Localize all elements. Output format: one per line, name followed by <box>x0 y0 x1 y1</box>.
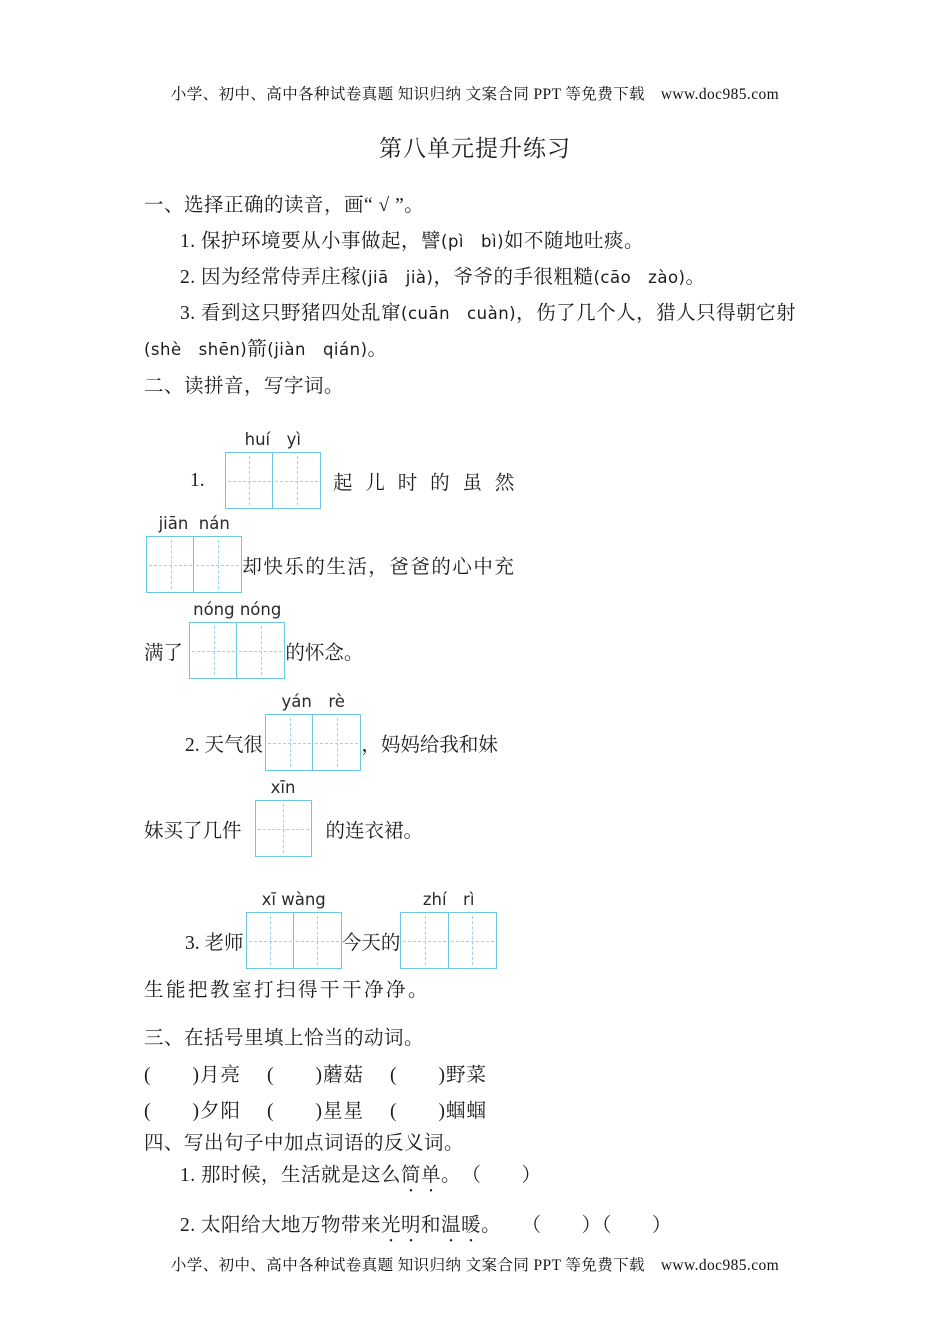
tianzige-grid <box>265 714 361 771</box>
item-text: 3. 看到这只野猪四处乱窜 <box>180 303 402 324</box>
site-footer-text: 小学、初中、高中各种试卷真题 知识归纳 文案合同 PPT 等免费下载 www.doc985.com <box>170 1257 780 1274</box>
section4-item-1 <box>144 1163 830 1197</box>
pinyin-choice: (cāo zào) <box>593 268 686 287</box>
item-text: 和 <box>421 1215 442 1236</box>
writing-cell <box>293 912 342 969</box>
writing-cell <box>236 622 285 679</box>
writing-boxes-nongnong <box>189 600 285 679</box>
item-text: 2. 太阳给大地万物带来 <box>180 1215 382 1236</box>
writing-cell <box>193 536 242 593</box>
item-text: 如不随地吐痰。 <box>504 231 645 252</box>
fill-row-6 <box>185 890 830 969</box>
item-text: 。 （ ） <box>441 1165 542 1186</box>
emphasized-word: 光明 <box>381 1215 422 1236</box>
page-title: 第八单元提升练习 <box>379 136 571 161</box>
item-text: 1. 保护环境要从小事做起，譬 <box>180 231 442 252</box>
writing-cell <box>189 622 238 679</box>
pinyin-label: jiān nán <box>158 514 230 533</box>
writing-boxes-huiyi <box>225 430 321 509</box>
item-text: 箭 <box>247 339 268 360</box>
pinyin-label: zhí rì <box>422 890 475 909</box>
tianzige-grid <box>225 452 321 509</box>
verb-blank-row-2 <box>144 1100 830 1123</box>
fill-row-2 <box>146 514 830 593</box>
site-header-text: 小学、初中、高中各种试卷真题 知识归纳 文案合同 PPT 等免费下载 www.doc985.com <box>170 86 780 103</box>
writing-boxes-zhiri <box>400 890 496 969</box>
blank-item: ( )星星 <box>267 1101 364 1122</box>
tianzige-grid <box>146 536 242 593</box>
verb-blank-row-1 <box>144 1064 830 1087</box>
writing-boxes-xiwang <box>246 890 342 969</box>
sentence-after: 的怀念。 <box>285 642 364 664</box>
pinyin-choice: (jiā jià) <box>361 268 434 287</box>
writing-boxes-jiannan <box>146 514 242 593</box>
section1-item-2 <box>144 266 830 289</box>
sentence-middle: 今天的 <box>341 932 401 954</box>
sentence-before: 3. 老师 <box>185 932 244 954</box>
blank-item: ( )月亮 <box>144 1065 241 1086</box>
writing-cell <box>272 452 321 509</box>
worksheet-content <box>144 194 830 1247</box>
writing-cell <box>246 912 295 969</box>
blank-item: ( )蝈蝈 <box>390 1101 487 1122</box>
fill-row-3 <box>144 600 830 679</box>
pinyin-choice: (cuān cuàn) <box>401 304 517 323</box>
fill-row-5 <box>144 778 830 857</box>
item-text: 。 <box>685 267 706 288</box>
sentence-after: 起 儿 时 的 虽 然 <box>333 472 519 494</box>
item-text: ，伤了几个人，猎人只得朝它射 <box>516 303 797 324</box>
sentence-before: 满了 <box>144 642 184 664</box>
tianzige-grid <box>400 912 496 969</box>
pinyin-label: huí yì <box>244 430 301 449</box>
tianzige-grid <box>255 800 312 857</box>
writing-boxes-yanre <box>265 692 361 771</box>
writing-cell <box>448 912 497 969</box>
writing-cell <box>255 800 312 857</box>
writing-cell <box>400 912 449 969</box>
sentence-after: ，妈妈给我和妹 <box>361 734 498 756</box>
writing-cell <box>225 452 274 509</box>
sentence-before: 妹买了几件 <box>144 820 242 842</box>
pinyin-label: yán rè <box>281 692 345 711</box>
pinyin-choice: (jiàn qián) <box>267 340 368 359</box>
blank-item: ( )野菜 <box>390 1065 487 1086</box>
fill-row-4 <box>185 692 830 771</box>
blank-item: ( )夕阳 <box>144 1101 241 1122</box>
writing-cell <box>146 536 195 593</box>
pinyin-choice: (pì bì) <box>441 232 505 251</box>
fill-row-1 <box>190 430 830 509</box>
emphasized-word: 简单 <box>401 1165 442 1186</box>
item-text: 。 （ ）（ ） <box>481 1215 672 1236</box>
sentence-after: 却快乐的生活，爸爸的心中充 <box>242 556 516 578</box>
blank-item: ( )蘑菇 <box>267 1065 364 1086</box>
section1-item-3 <box>144 302 830 325</box>
section4-heading: 四、写出句子中加点词语的反义词。 <box>144 1133 465 1154</box>
section4-item-2 <box>144 1213 830 1247</box>
item-number: 1. <box>190 469 205 491</box>
writing-cell <box>312 714 361 771</box>
item-text: 1. 那时候，生活就是这么 <box>180 1165 402 1186</box>
tianzige-grid <box>189 622 285 679</box>
item-text: ，爷爷的手很粗糙 <box>433 267 594 288</box>
emphasized-word: 温暖 <box>441 1215 482 1236</box>
pinyin-label: xīn <box>270 778 296 797</box>
pinyin-label: nóng nóng <box>193 600 282 619</box>
writing-box-xin <box>255 778 312 857</box>
sentence-before: 2. 天气很 <box>185 734 264 756</box>
tianzige-grid <box>246 912 342 969</box>
section1-heading: 一、选择正确的读音，画“ √ ”。 <box>144 195 425 216</box>
writing-cell <box>265 714 314 771</box>
pinyin-label: xī wàng <box>261 890 326 909</box>
item-text: 。 <box>367 339 388 360</box>
fill-row-6-continued: 生能把教室打扫得干干净净。 <box>144 980 431 1001</box>
section1-item-1 <box>144 230 830 253</box>
item-text: 2. 因为经常侍弄庄稼 <box>180 267 362 288</box>
section3-heading: 三、在括号里填上恰当的动词。 <box>144 1028 425 1049</box>
section1-item-3-continued <box>144 338 830 361</box>
sentence-after: 的连衣裙。 <box>325 820 424 842</box>
section2-heading: 二、读拼音，写字词。 <box>144 376 345 397</box>
pinyin-choice: (shè shēn) <box>144 340 248 359</box>
